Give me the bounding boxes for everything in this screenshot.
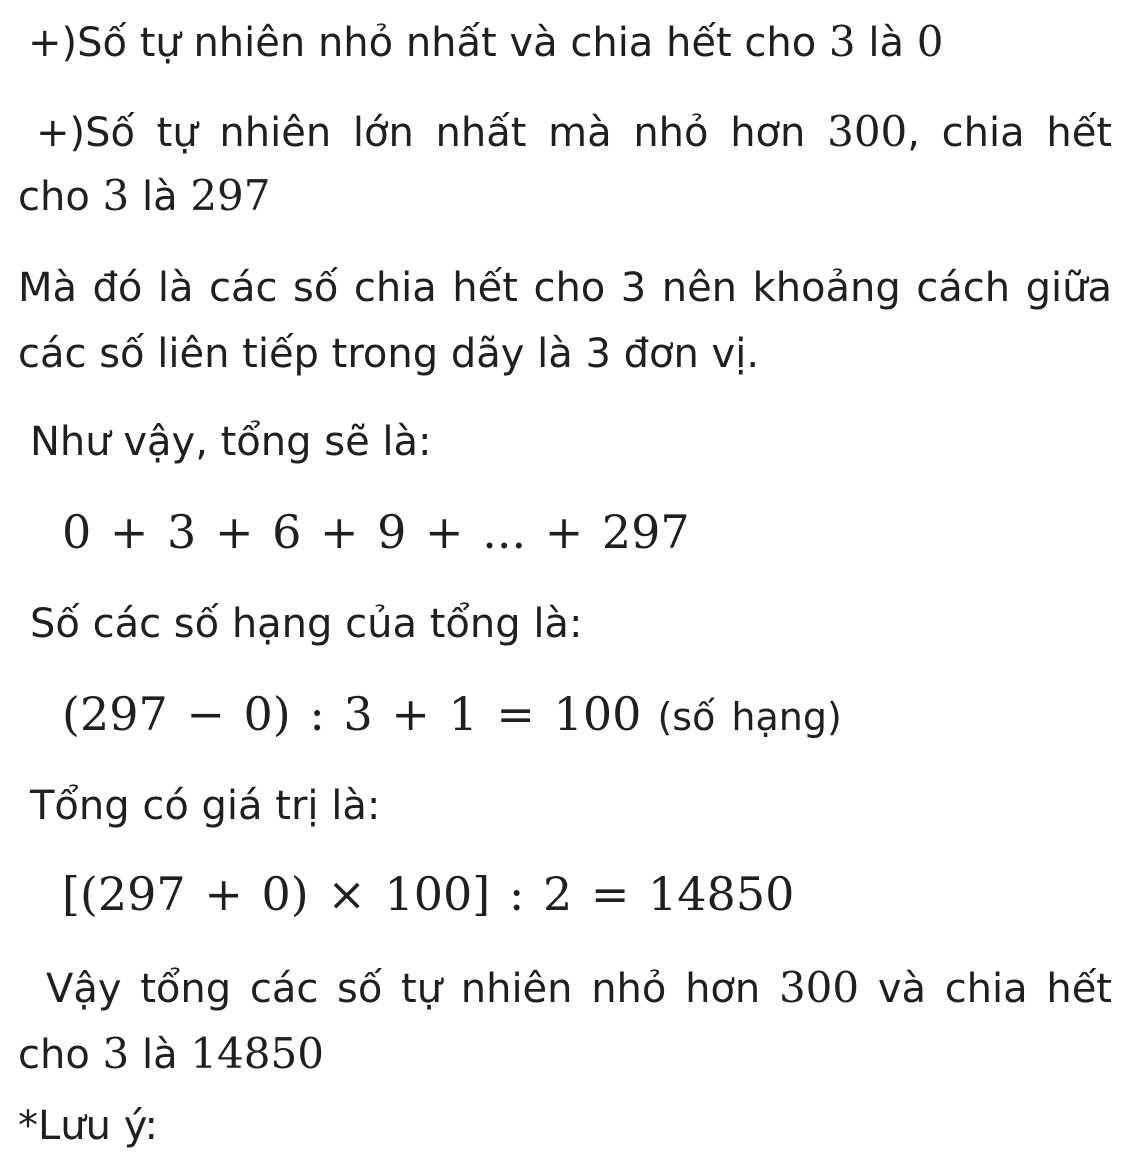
- text-fragment: Mà đó là các số chia hết cho 3 nên khoảng cách giữa: [18, 265, 1112, 311]
- equation-series: [62, 504, 690, 560]
- equation-value: [62, 866, 794, 922]
- text-fragment: và chia hết: [859, 966, 1112, 1012]
- math-number: 3: [102, 171, 130, 220]
- text-fragment: cho: [18, 174, 103, 220]
- text-fragment: là: [855, 20, 917, 66]
- math-expression: (297 − 0) : 3 + 1 = 100: [62, 687, 642, 741]
- heading-term-count: [30, 598, 1126, 650]
- text-fragment: +)Số tự nhiên lớn nhất mà nhỏ hơn: [36, 110, 828, 156]
- math-number: 3: [102, 1029, 130, 1078]
- text-fragment: Vậy tổng các số tự nhiên nhỏ hơn: [46, 966, 779, 1012]
- text-fragment: Như vậy, tổng sẽ là:: [30, 419, 432, 465]
- text-fragment: Số các số hạng của tổng là:: [30, 601, 583, 647]
- math-number: 300: [827, 107, 908, 156]
- text-fragment: là: [129, 174, 191, 220]
- heading-value: [30, 780, 1126, 832]
- text-fragment: cho: [18, 1032, 103, 1078]
- conclusion-line2: [18, 1028, 1126, 1081]
- text-fragment: Tổng có giá trị là:: [30, 783, 381, 829]
- note-partial-cut-off: [18, 1103, 198, 1149]
- math-expression: [(297 + 0) × 100] : 2 = 14850: [62, 867, 795, 921]
- statement-smallest: [28, 16, 1126, 69]
- text-fragment: *Lưu ý:: [18, 1103, 158, 1149]
- text-fragment: , chia hết: [907, 110, 1112, 156]
- math-expression: 0 + 3 + 6 + 9 + ... + 297: [62, 505, 690, 559]
- statement-largest-line2: [18, 170, 1126, 223]
- math-number: 14850: [190, 1029, 324, 1078]
- paragraph-distance-line1: [18, 262, 1112, 314]
- text-fragment: là: [129, 1032, 191, 1078]
- math-number: 3: [828, 17, 856, 66]
- text-fragment: các số liên tiếp trong dãy là 3 đơn vị.: [18, 331, 760, 377]
- math-number: 300: [778, 963, 860, 1012]
- text-fragment: +)Số tự nhiên nhỏ nhất và chia hết cho: [28, 20, 829, 66]
- text-fragment: (số hạng): [641, 695, 842, 739]
- conclusion-line1: [46, 962, 1112, 1015]
- heading-sum: [30, 416, 1126, 468]
- equation-term-count: [62, 686, 842, 745]
- statement-largest-line1: [36, 106, 1112, 159]
- math-number: 0: [916, 17, 944, 66]
- math-number: 297: [190, 171, 271, 220]
- paragraph-distance-line2: [18, 328, 1126, 380]
